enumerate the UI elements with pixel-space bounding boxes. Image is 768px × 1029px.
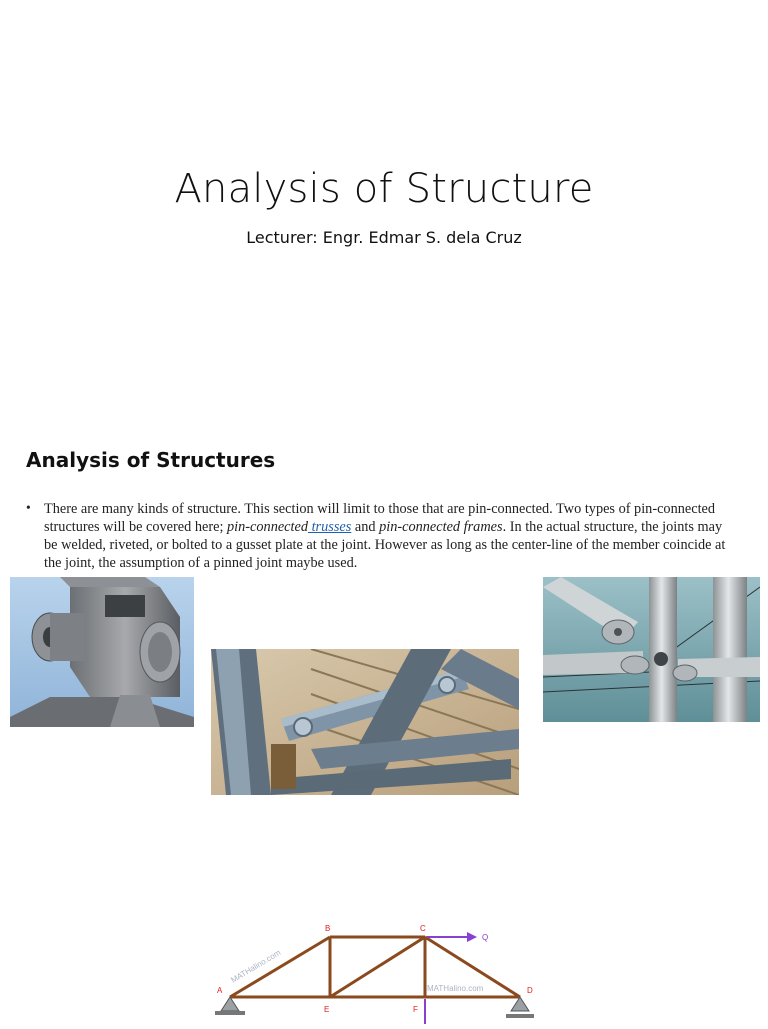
load-arrow-q bbox=[427, 932, 477, 942]
slide-title: Analysis of Structure bbox=[174, 166, 594, 212]
node-label-b: B bbox=[325, 924, 331, 933]
paragraph-italic-frames: pin-connected frames bbox=[379, 519, 503, 535]
node-label-a: A bbox=[217, 986, 223, 995]
slide-heading: Analysis of Structures bbox=[26, 448, 276, 472]
node-label-f: F bbox=[413, 1005, 418, 1014]
support-a bbox=[215, 997, 245, 1015]
pin-joint-cad-image bbox=[10, 577, 194, 727]
node-label-d: D bbox=[527, 986, 533, 995]
paragraph-italic-pin-connected: pin-connected bbox=[227, 519, 308, 535]
paragraph-part2: and bbox=[351, 519, 380, 535]
content-slide bbox=[0, 430, 768, 1024]
paragraph-part1: There are many kinds of structure. This section will limit to those that are pin-connected. Two types of pin-connected structures will be covered here; bbox=[44, 501, 716, 535]
slide-subtitle: Lecturer: Engr. Edmar S. dela Cruz bbox=[246, 228, 522, 247]
trusses-link[interactable]: trusses bbox=[308, 519, 352, 535]
bullet-paragraph bbox=[44, 500, 738, 572]
truss-diagram bbox=[205, 915, 555, 1024]
load-label-q: Q bbox=[482, 933, 489, 942]
support-d bbox=[506, 997, 534, 1018]
watermark-right: MATHalino.com bbox=[427, 984, 484, 993]
bullet-symbol: • bbox=[26, 500, 31, 515]
steel-truss-connection-photo bbox=[211, 649, 519, 795]
node-label-c: C bbox=[420, 924, 426, 933]
watermark-left: MATHalino.com bbox=[229, 947, 283, 985]
bullet-item bbox=[26, 500, 738, 572]
paragraph-part3: . In the actual structure, the joints may be welded, riveted, or bolted to a gusset plate at the joint. However as long as the center-line of the member coincide at the joint, the assumption of a pinned joint maybe used. bbox=[44, 519, 726, 571]
pinned-tube-connection-photo bbox=[543, 577, 760, 722]
title-slide bbox=[0, 0, 768, 430]
node-label-e: E bbox=[324, 1005, 330, 1014]
